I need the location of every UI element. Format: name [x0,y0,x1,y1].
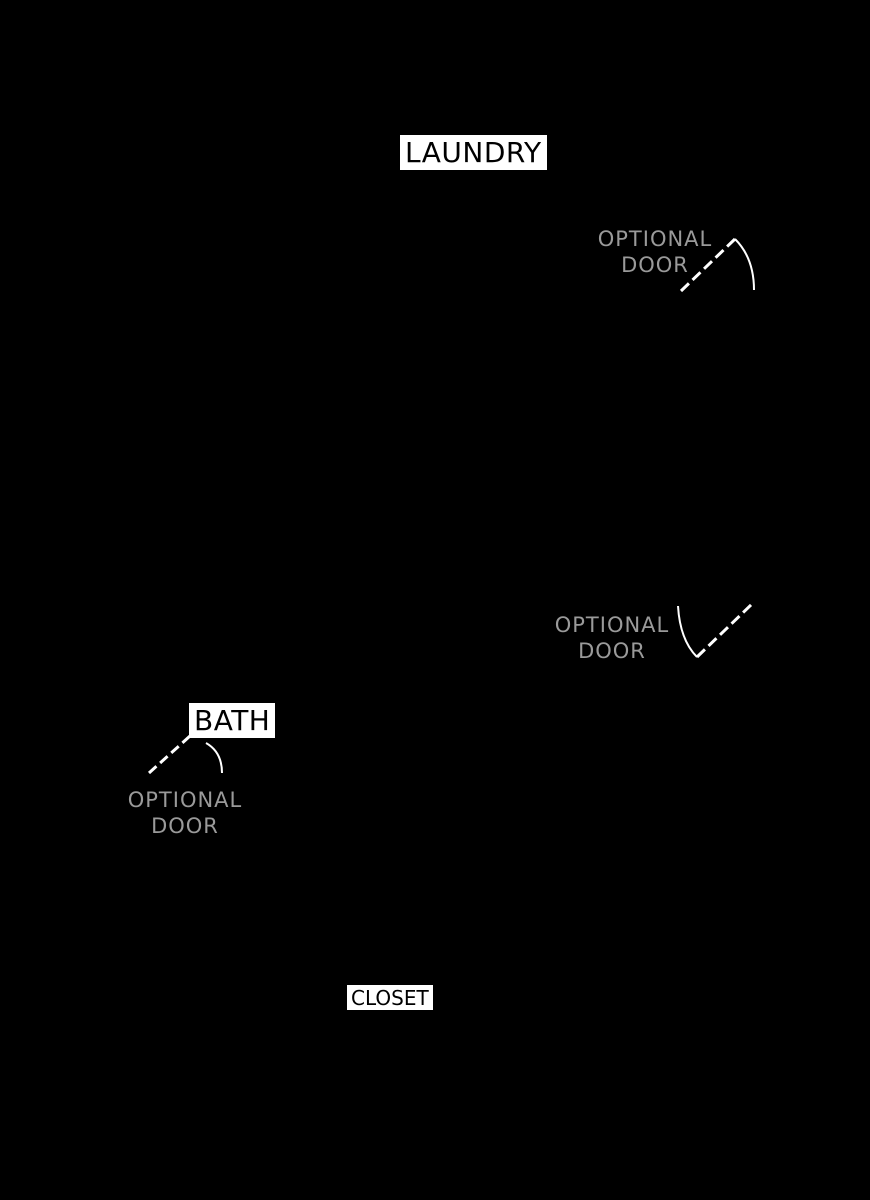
optional-door-note-line2: DOOR [151,814,219,838]
optional-door-note-3 [118,787,252,839]
optional-door-note-line2: DOOR [578,639,646,663]
room-label-bath: BATH [189,703,275,738]
room-label-laundry: LAUNDRY [400,135,547,170]
optional-door-note-line1: OPTIONAL [597,227,713,251]
optional-door-note-line2: DOOR [621,253,689,277]
optional-door-note-1 [588,226,722,278]
optional-door-note-2 [545,612,679,664]
optional-door-note-line1: OPTIONAL [127,788,243,812]
room-label-closet: CLOSET [347,985,433,1010]
optional-door-note-line1: OPTIONAL [554,613,670,637]
